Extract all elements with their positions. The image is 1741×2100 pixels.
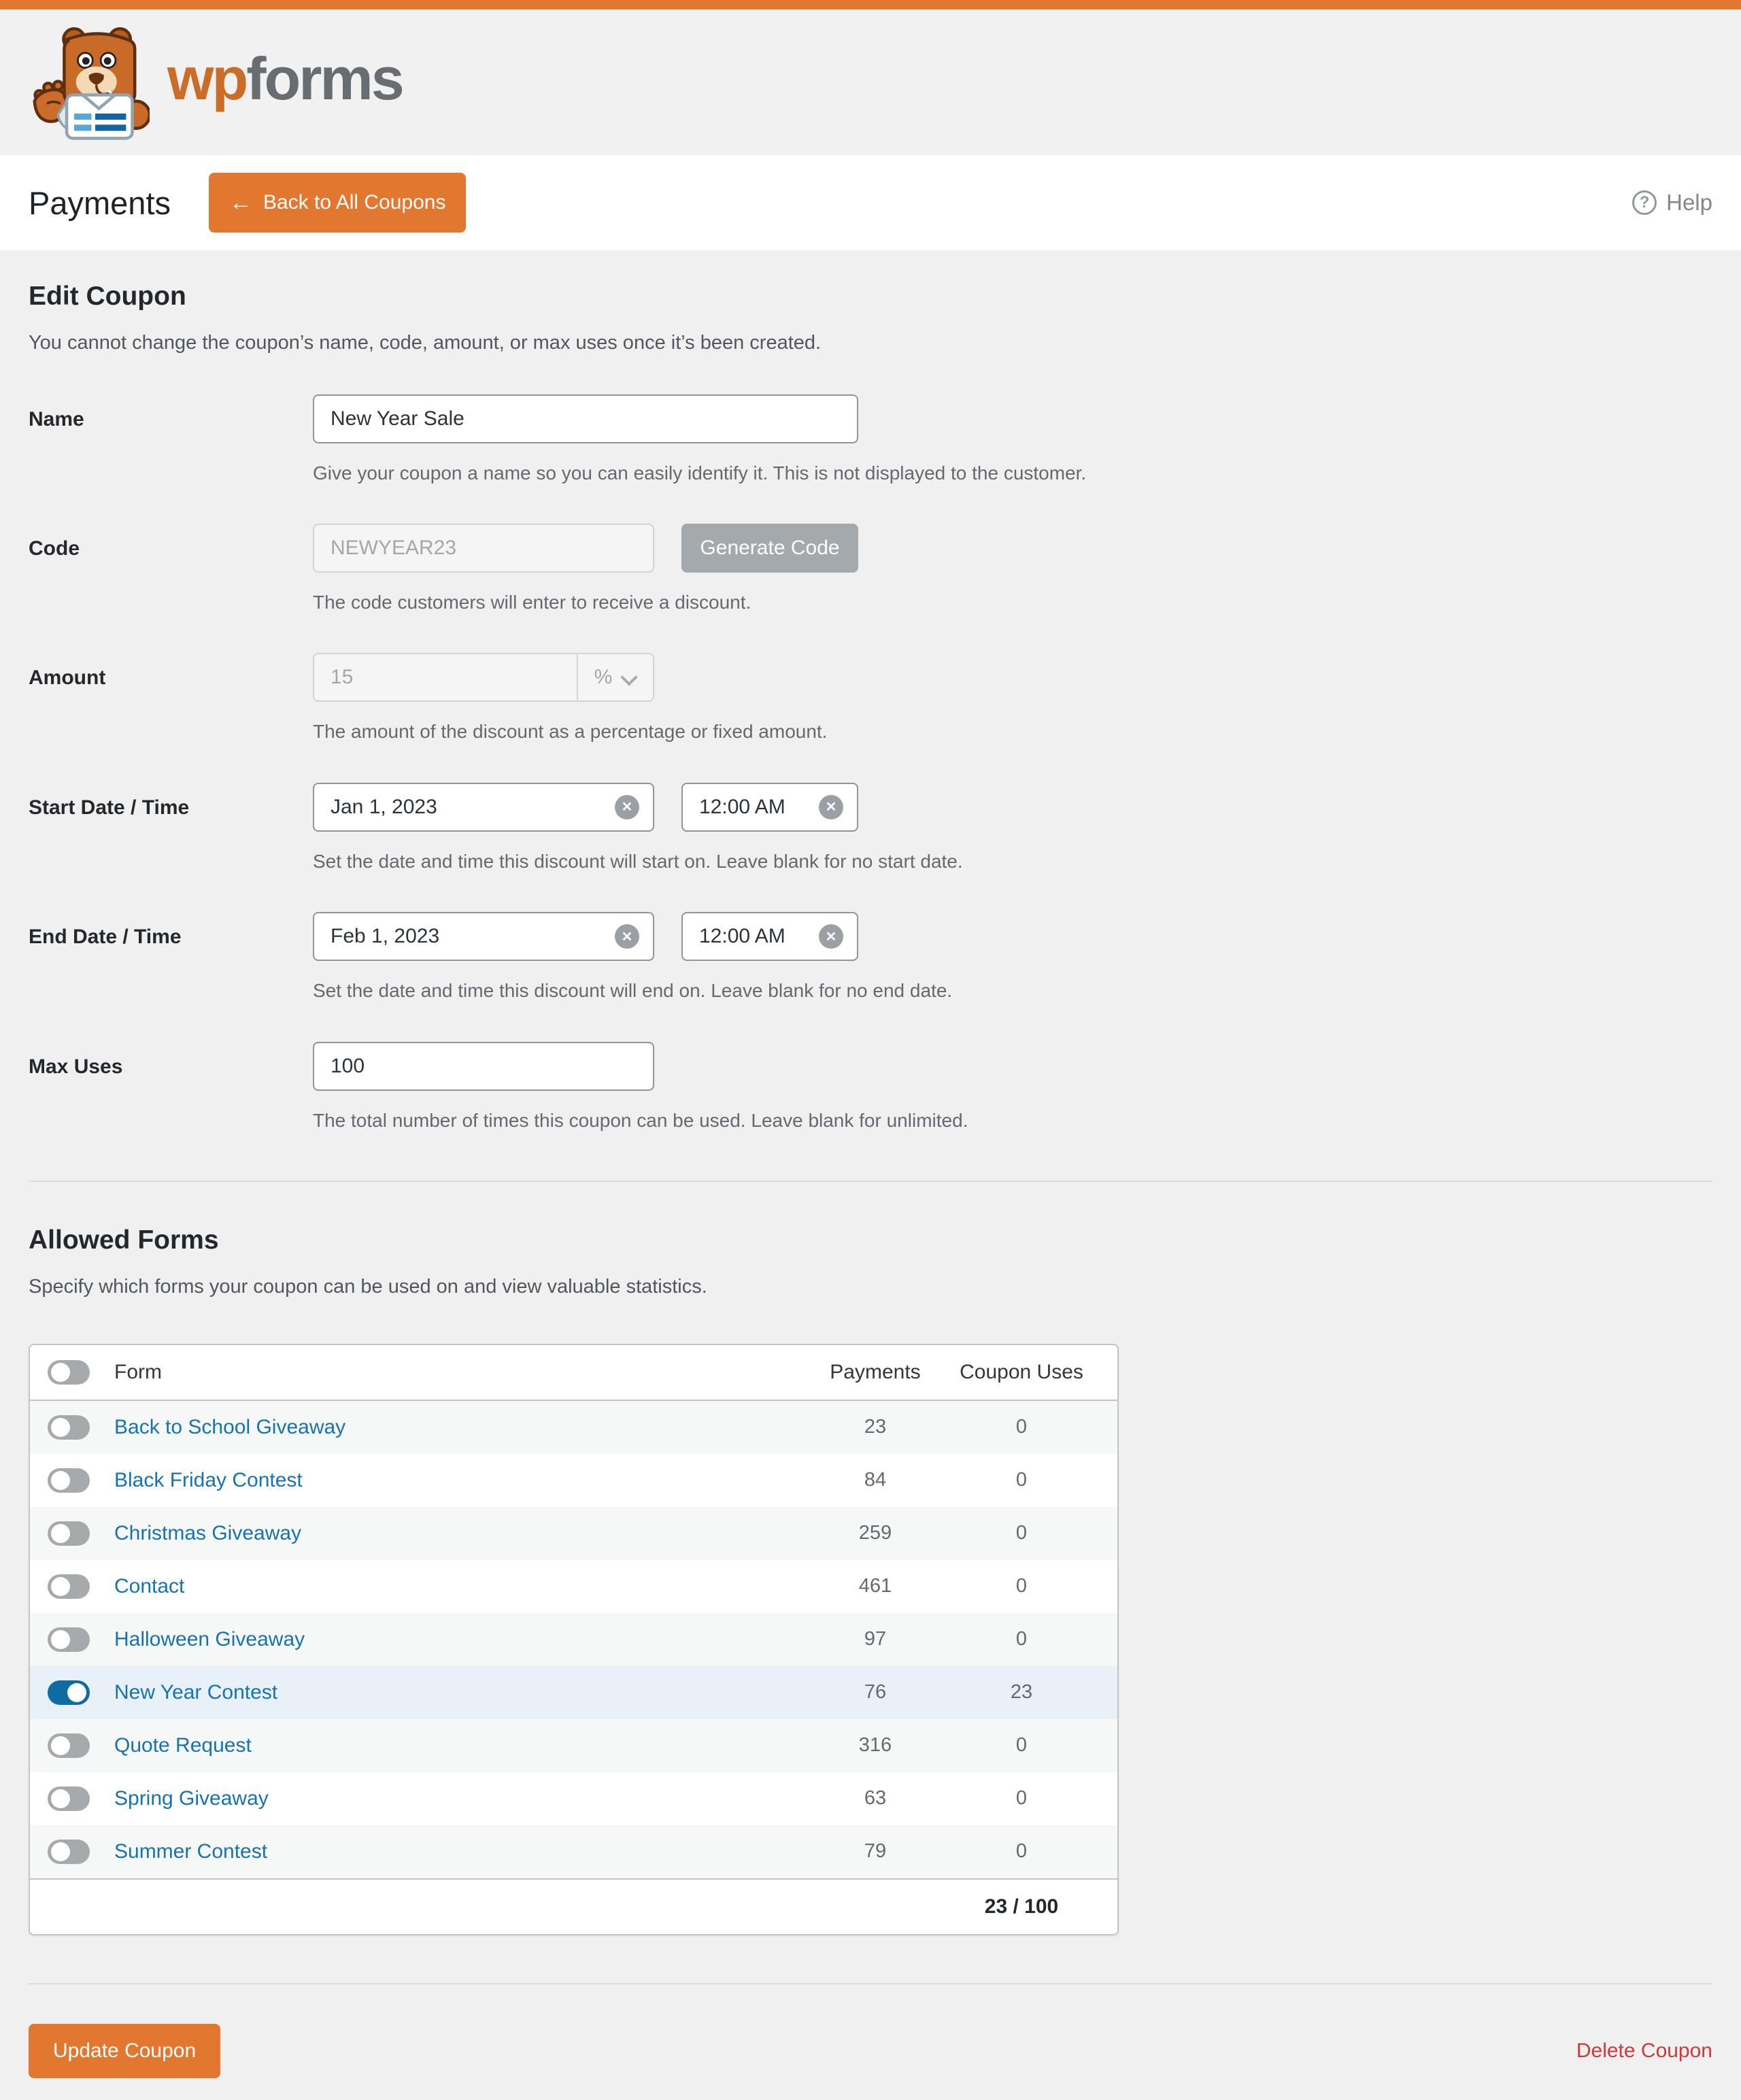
form-link[interactable]: Back to School Giveaway (114, 1415, 346, 1438)
name-help-text: Give your coupon a name so you can easily identify it. This is not displayed to the customer. (313, 462, 1087, 484)
payments-value: 23 (864, 1416, 887, 1438)
payments-value: 316 (858, 1734, 892, 1757)
coupon-uses-value: 0 (1015, 1416, 1028, 1438)
coupon-uses-value: 0 (1015, 1628, 1028, 1650)
toggle-knob (51, 1630, 70, 1649)
table-row (30, 1666, 1117, 1719)
section-divider (29, 1181, 1712, 1182)
start-date-input[interactable] (313, 783, 654, 832)
coupon-uses-value: 0 (1015, 1469, 1028, 1491)
table-row (30, 1772, 1117, 1825)
max-uses-field-row (29, 1042, 1712, 1133)
code-field-row (29, 524, 1712, 615)
main-content (0, 250, 1741, 2100)
form-toggle[interactable] (48, 1840, 90, 1864)
coupon-uses-value: 0 (1015, 1840, 1028, 1863)
max-uses-input[interactable] (313, 1042, 654, 1091)
top-accent-bar (0, 0, 1741, 10)
table-row (30, 1719, 1117, 1772)
end-label: End Date / Time (29, 926, 182, 949)
table-footer-row (30, 1878, 1117, 1934)
allowed-forms-description: Specify which forms your coupon can be used on and view valuable statistics. (29, 1276, 707, 1298)
end-field-row (29, 912, 1712, 1003)
toggle-knob (51, 1789, 70, 1808)
start-label: Start Date / Time (29, 796, 190, 819)
toggle-knob (51, 1418, 70, 1437)
chevron-down-icon (622, 670, 637, 685)
toggle-all-forms[interactable] (48, 1360, 90, 1385)
table-body (30, 1401, 1117, 1878)
toggle-knob (67, 1683, 86, 1702)
table-row (30, 1507, 1117, 1560)
table-row (30, 1401, 1117, 1454)
toggle-knob (51, 1471, 70, 1490)
table-row (30, 1825, 1117, 1878)
toggle-knob (51, 1363, 70, 1382)
clear-start-time-icon[interactable]: ✕ (819, 795, 843, 819)
payments-column-header: Payments (830, 1360, 921, 1383)
amount-help-text: The amount of the discount as a percentage or fixed amount. (313, 721, 828, 743)
bear-mascot-icon (26, 22, 150, 143)
table-header-row (30, 1345, 1117, 1401)
wpforms-wordmark (167, 45, 403, 116)
payments-value: 97 (864, 1628, 887, 1650)
form-link[interactable]: Spring Giveaway (114, 1786, 269, 1810)
code-help-text: The code customers will enter to receive a discount. (313, 592, 751, 613)
coupon-uses-value: 23 (1010, 1681, 1033, 1704)
payments-value: 84 (864, 1469, 887, 1491)
table-row (30, 1454, 1117, 1507)
amount-unit-value: % (594, 666, 613, 689)
form-link[interactable]: New Year Contest (114, 1680, 278, 1704)
amount-field-row (29, 653, 1712, 744)
coupon-uses-total: 23 / 100 (984, 1895, 1059, 1918)
table-row (30, 1613, 1117, 1666)
max-uses-label: Max Uses (29, 1055, 123, 1078)
help-icon: ? (1632, 190, 1657, 215)
form-link[interactable]: Black Friday Contest (114, 1468, 303, 1491)
payments-value: 63 (864, 1787, 887, 1810)
coupon-uses-value: 0 (1015, 1575, 1028, 1597)
coupon-uses-value: 0 (1015, 1522, 1028, 1544)
form-link[interactable]: Halloween Giveaway (114, 1627, 305, 1650)
form-toggle[interactable] (48, 1468, 90, 1493)
code-input (313, 524, 654, 573)
name-label: Name (29, 407, 84, 430)
clear-end-date-icon[interactable]: ✕ (615, 924, 639, 949)
start-help-text: Set the date and time this discount will start on. Leave blank for no start date. (313, 850, 963, 872)
table-row (30, 1560, 1117, 1613)
name-input[interactable] (313, 394, 858, 443)
wordmark-wp: wp (167, 45, 247, 112)
app-header (0, 10, 1741, 155)
end-date-input[interactable] (313, 912, 654, 961)
amount-label: Amount (29, 666, 106, 690)
back-button-label: Back to All Coupons (263, 191, 446, 214)
payments-value: 76 (864, 1681, 887, 1704)
form-toggle[interactable] (48, 1733, 90, 1758)
form-link[interactable]: Summer Contest (114, 1840, 268, 1863)
form-toggle[interactable] (48, 1574, 90, 1599)
wordmark-forms: forms (246, 45, 403, 112)
form-toggle[interactable] (48, 1786, 90, 1811)
form-column-header: Form (114, 1360, 162, 1383)
amount-unit-select (577, 654, 653, 700)
coupon-uses-column-header: Coupon Uses (960, 1360, 1083, 1383)
help-label: Help (1666, 190, 1712, 215)
name-field-row (29, 394, 1712, 486)
wpforms-logo (26, 22, 403, 143)
form-toggle[interactable] (48, 1415, 90, 1440)
generate-code-button: Generate Code (681, 524, 858, 573)
end-help-text: Set the date and time this discount will end on. Leave blank for no end date. (313, 980, 953, 1002)
form-toggle[interactable] (48, 1627, 90, 1652)
edit-coupon-description: You cannot change the coupon’s name, code, amount, or max uses once it’s been created. (29, 332, 822, 354)
back-arrow-icon: ← (229, 190, 252, 216)
toggle-knob (51, 1577, 70, 1596)
clear-end-time-icon[interactable]: ✕ (819, 924, 843, 949)
payments-value: 461 (858, 1575, 892, 1597)
update-coupon-button[interactable]: Update Coupon (29, 2024, 220, 2078)
coupon-uses-value: 0 (1015, 1734, 1028, 1757)
allowed-forms-heading: Allowed Forms (29, 1225, 219, 1255)
amount-input-group (313, 653, 654, 702)
action-bar (29, 2024, 1712, 2100)
clear-start-date-icon[interactable]: ✕ (615, 795, 639, 819)
form-link[interactable]: Contact (114, 1574, 185, 1597)
start-field-row (29, 783, 1712, 874)
form-toggle[interactable] (48, 1680, 90, 1705)
amount-value: 15 (331, 666, 354, 689)
page-toolbar (0, 155, 1741, 250)
toggle-knob (51, 1736, 70, 1755)
form-link[interactable]: Christmas Giveaway (114, 1521, 302, 1544)
help-link[interactable] (1632, 190, 1712, 216)
coupon-uses-value: 0 (1015, 1787, 1028, 1810)
back-to-all-coupons-button[interactable] (209, 173, 467, 233)
footer-divider (29, 1983, 1712, 1984)
code-label: Code (29, 537, 80, 560)
toggle-knob (51, 1524, 70, 1543)
payments-value: 259 (858, 1522, 892, 1544)
form-link[interactable]: Quote Request (114, 1733, 252, 1757)
page-title: Payments (29, 184, 171, 221)
max-uses-help-text: The total number of times this coupon can be used. Leave blank for unlimited. (313, 1109, 968, 1131)
edit-coupon-heading: Edit Coupon (29, 282, 186, 311)
toggle-knob (51, 1842, 70, 1861)
form-toggle[interactable] (48, 1521, 90, 1546)
allowed-forms-table (29, 1344, 1119, 1935)
delete-coupon-link[interactable]: Delete Coupon (1576, 2039, 1712, 2062)
payments-value: 79 (864, 1840, 887, 1863)
